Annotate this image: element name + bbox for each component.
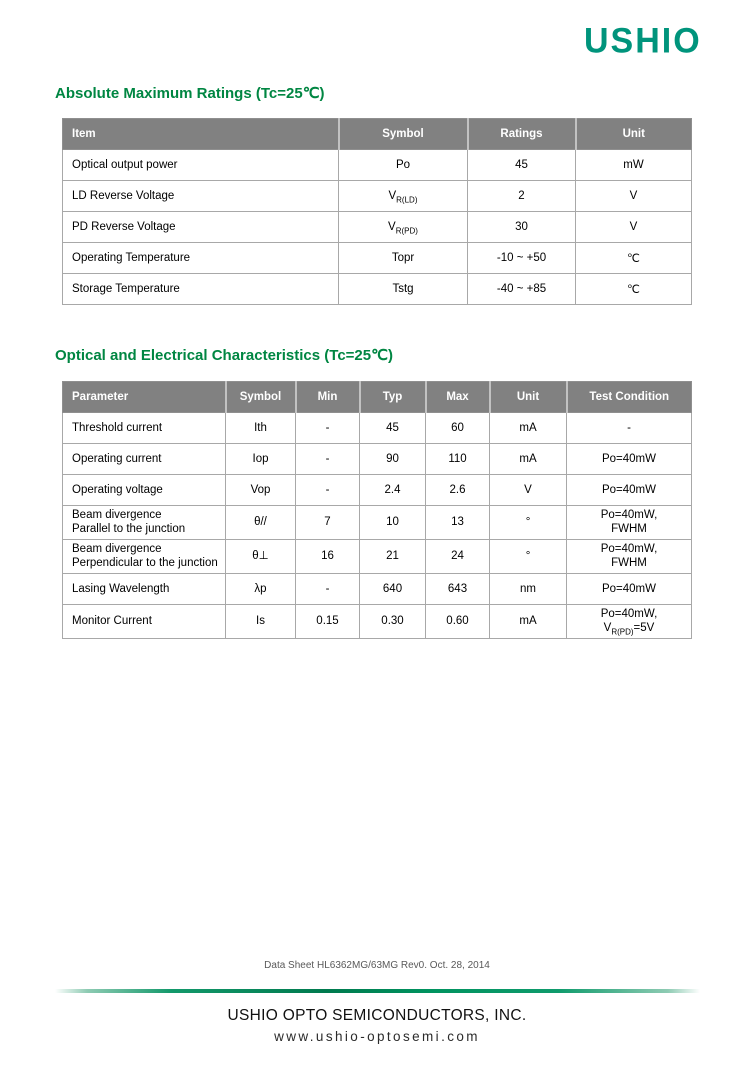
absolute-maximum-ratings-table	[62, 118, 692, 305]
test-condition-cell: Po=40mW	[567, 475, 692, 506]
test-condition-cell	[567, 605, 692, 639]
typ-cell: 90	[360, 444, 426, 475]
column-header-unit: Unit	[490, 382, 567, 413]
symbol-cell: Ith	[226, 413, 296, 444]
condition-line2-tail: =5V	[633, 621, 655, 634]
rating-cell: 45	[468, 150, 576, 181]
max-cell: 0.60	[426, 605, 490, 639]
test-condition-cell	[567, 540, 692, 574]
datasheet-reference: Data Sheet HL6362MG/63MG Rev0. Oct. 28, 2014	[264, 960, 490, 971]
unit-cell: mA	[490, 413, 567, 444]
column-header-typ: Typ	[360, 382, 426, 413]
unit-cell: mA	[490, 444, 567, 475]
unit-cell: °	[490, 506, 567, 540]
column-header-test-condition: Test Condition	[567, 382, 692, 413]
condition-line2-subscript: R(PD)	[611, 626, 634, 636]
condition-line2: FWHM	[611, 556, 647, 569]
symbol-cell: θ//	[226, 506, 296, 540]
symbol-cell: Tstg	[339, 274, 468, 305]
parameter-cell: Operating voltage	[63, 475, 226, 506]
unit-cell: ℃	[576, 243, 692, 274]
parameter-line1: Beam divergence	[72, 509, 162, 521]
min-cell: 7	[296, 506, 360, 540]
company-name: USHIO OPTO SEMICONDUCTORS, INC.	[227, 1007, 527, 1024]
column-header-parameter: Parameter	[63, 382, 226, 413]
section-heading-optical-electrical-characteristics: Optical and Electrical Characteristics (Tc=25℃)	[55, 347, 393, 364]
symbol-cell: Iop	[226, 444, 296, 475]
min-cell: 0.15	[296, 605, 360, 639]
symbol-subscript: R(PD)	[395, 226, 418, 236]
min-cell: -	[296, 475, 360, 506]
table-row	[63, 540, 692, 574]
symbol-base: V	[388, 190, 397, 202]
symbol-subscript: R(LD)	[396, 195, 418, 205]
parameter-cell: Monitor Current	[63, 605, 226, 639]
table-row	[63, 212, 692, 243]
column-header-symbol: Symbol	[339, 119, 468, 150]
max-cell: 643	[426, 574, 490, 605]
test-condition-cell: Po=40mW	[567, 444, 692, 475]
unit-cell: mW	[576, 150, 692, 181]
rating-cell: -10 ~ +50	[468, 243, 576, 274]
item-cell: Optical output power	[63, 150, 339, 181]
column-header-symbol: Symbol	[226, 382, 296, 413]
table-row	[63, 413, 692, 444]
item-cell: LD Reverse Voltage	[63, 181, 339, 212]
max-cell: 60	[426, 413, 490, 444]
condition-line2: FWHM	[611, 522, 647, 535]
test-condition-cell	[567, 506, 692, 540]
symbol-cell: λp	[226, 574, 296, 605]
min-cell: -	[296, 413, 360, 444]
parameter-cell	[63, 540, 226, 574]
typ-cell: 45	[360, 413, 426, 444]
symbol-cell: Po	[339, 150, 468, 181]
condition-line1: Po=40mW,	[600, 543, 658, 555]
typ-cell: 640	[360, 574, 426, 605]
symbol-cell: Is	[226, 605, 296, 639]
symbol-cell	[339, 181, 468, 212]
column-header-item: Item	[63, 119, 339, 150]
rating-cell: 30	[468, 212, 576, 243]
section-heading-absolute-maximum-ratings: Absolute Maximum Ratings (Tc=25℃)	[55, 85, 325, 102]
table-row	[63, 574, 692, 605]
test-condition-cell: -	[567, 413, 692, 444]
item-cell: Storage Temperature	[63, 274, 339, 305]
unit-cell: ℃	[576, 274, 692, 305]
unit-cell: V	[490, 475, 567, 506]
typ-cell: 10	[360, 506, 426, 540]
parameter-line2: Parallel to the junction	[72, 522, 186, 535]
table-row	[63, 243, 692, 274]
max-cell: 2.6	[426, 475, 490, 506]
condition-line1: Po=40mW,	[600, 509, 658, 521]
table-row	[63, 181, 692, 212]
table-row	[63, 444, 692, 475]
item-cell: Operating Temperature	[63, 243, 339, 274]
parameter-cell: Lasing Wavelength	[63, 574, 226, 605]
table-row	[63, 150, 692, 181]
column-header-min: Min	[296, 382, 360, 413]
unit-cell: V	[576, 212, 692, 243]
condition-line2-base: V	[603, 621, 612, 634]
unit-cell: nm	[490, 574, 567, 605]
optical-electrical-characteristics-table	[62, 381, 692, 639]
typ-cell: 0.30	[360, 605, 426, 639]
symbol-base: V	[388, 221, 396, 233]
company-website: www.ushio-optosemi.com	[274, 1029, 480, 1044]
typ-cell: 21	[360, 540, 426, 574]
min-cell: -	[296, 574, 360, 605]
typ-cell: 2.4	[360, 475, 426, 506]
max-cell: 110	[426, 444, 490, 475]
item-cell: PD Reverse Voltage	[63, 212, 339, 243]
symbol-cell: Topr	[339, 243, 468, 274]
min-cell: -	[296, 444, 360, 475]
parameter-cell	[63, 506, 226, 540]
max-cell: 13	[426, 506, 490, 540]
rating-cell: -40 ~ +85	[468, 274, 576, 305]
table-row	[63, 605, 692, 639]
min-cell: 16	[296, 540, 360, 574]
column-header-max: Max	[426, 382, 490, 413]
column-header-unit: Unit	[576, 119, 692, 150]
table-header-row	[63, 382, 692, 413]
footer-gradient-divider	[55, 989, 700, 993]
table-header-row	[63, 119, 692, 150]
max-cell: 24	[426, 540, 490, 574]
condition-line1: Po=40mW,	[600, 608, 658, 620]
unit-cell: V	[576, 181, 692, 212]
parameter-cell: Threshold current	[63, 413, 226, 444]
symbol-cell: Vop	[226, 475, 296, 506]
parameter-line2: Perpendicular to the junction	[72, 556, 218, 569]
symbol-cell: θ⊥	[226, 540, 296, 574]
table-row	[63, 475, 692, 506]
rating-cell: 2	[468, 181, 576, 212]
unit-cell: mA	[490, 605, 567, 639]
unit-cell: °	[490, 540, 567, 574]
table-row	[63, 506, 692, 540]
ushio-logo: USHIO	[584, 21, 702, 61]
parameter-line1: Beam divergence	[72, 543, 162, 555]
column-header-ratings: Ratings	[468, 119, 576, 150]
symbol-cell	[339, 212, 468, 243]
table-row	[63, 274, 692, 305]
test-condition-cell: Po=40mW	[567, 574, 692, 605]
parameter-cell: Operating current	[63, 444, 226, 475]
